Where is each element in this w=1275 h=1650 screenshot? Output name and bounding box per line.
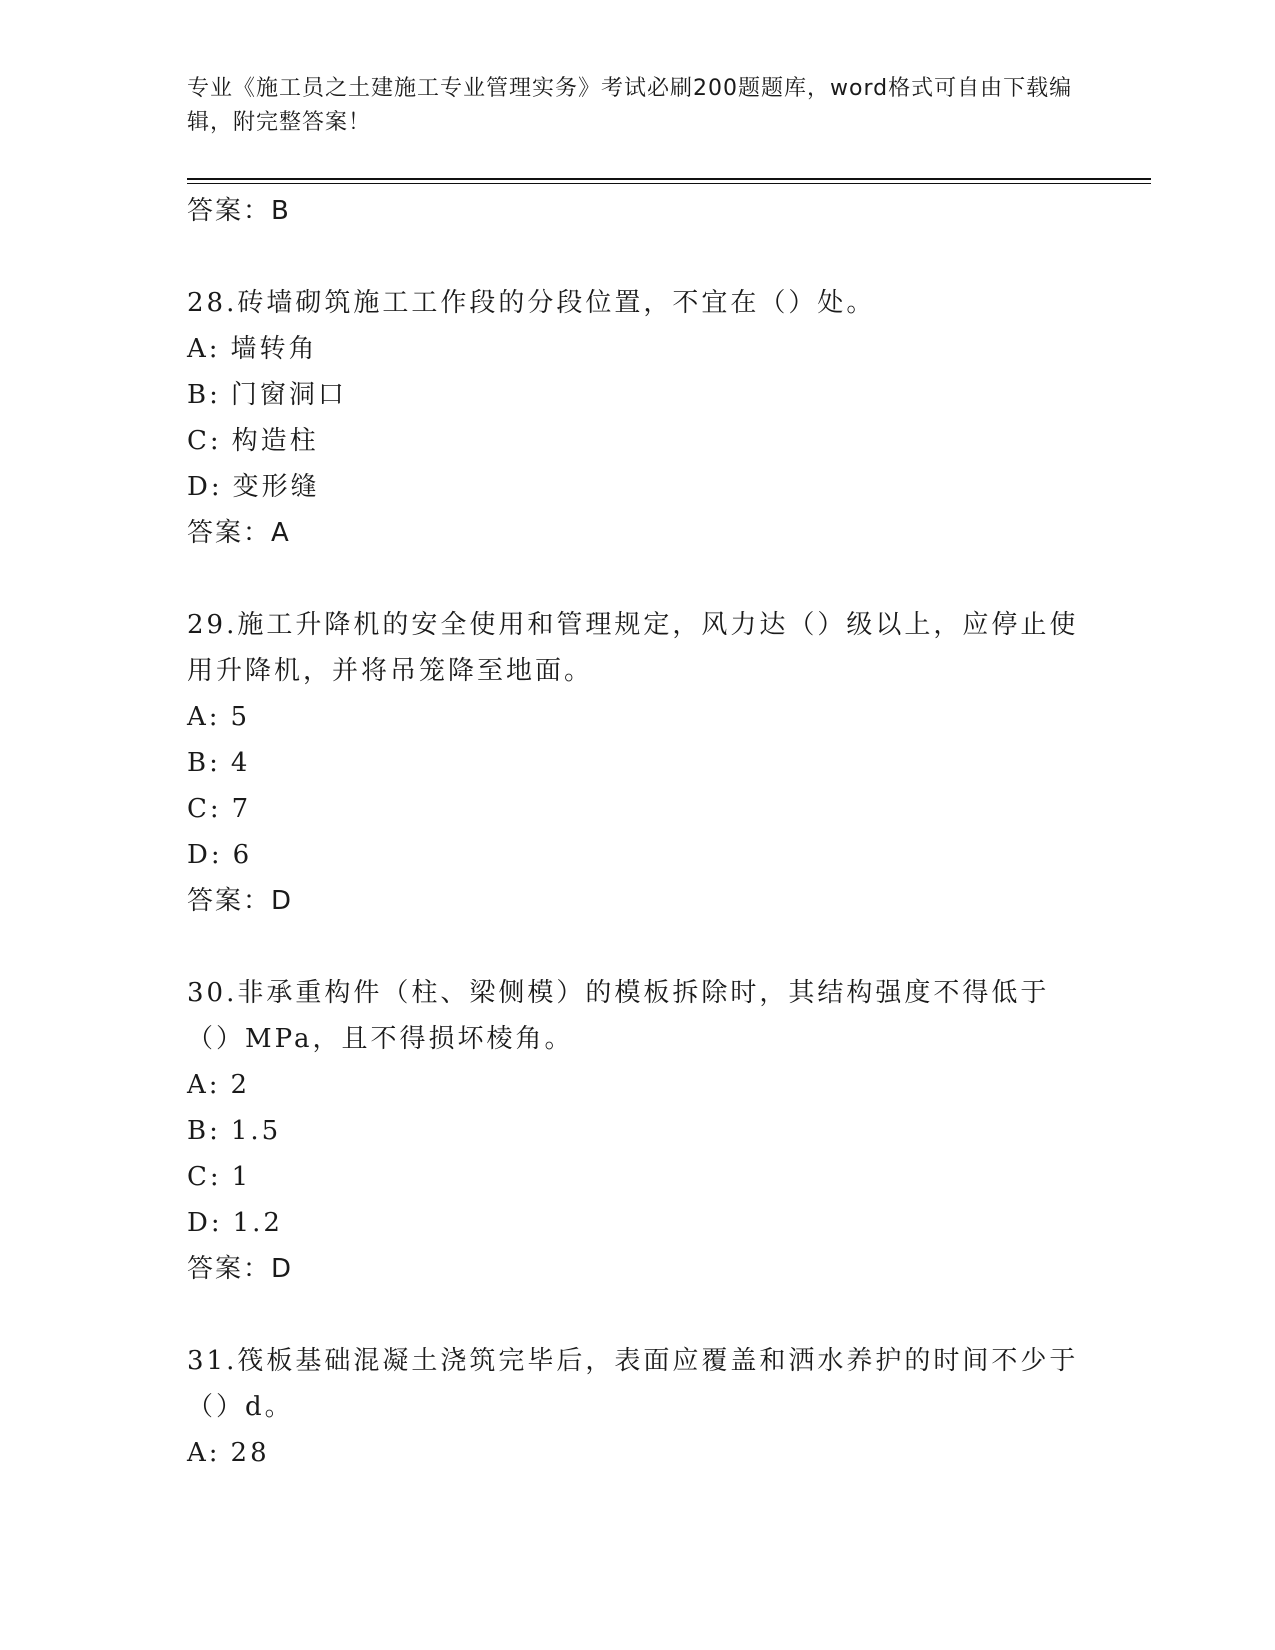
question-stem: 29.施工升降机的安全使用和管理规定，风力达（）级以上，应停止使用升降机，并将吊笼降至地面。 [187,610,1079,686]
option-text: 1 [231,1162,252,1192]
option-key: A: [187,334,221,364]
option-key: A: [187,702,221,732]
header-divider-thin [187,183,1151,184]
option-a [187,1430,1087,1476]
option-key: B: [187,1116,221,1146]
question-block [187,280,1087,556]
question-list [187,188,1087,1476]
question-block [187,970,1087,1292]
option-text: 7 [231,794,252,824]
option-text: 6 [232,840,253,870]
answer-line: 答案：A [187,518,291,548]
answer-line: 答案：D [187,1254,294,1284]
page-header: 专业《施工员之土建施工专业管理实务》考试必刷200题题库，word格式可自由下载编辑，附完整答案！ [187,76,1073,135]
option-text: 5 [230,702,251,732]
option-d [187,464,1087,510]
option-text: 1.2 [232,1208,283,1238]
option-d [187,1200,1087,1246]
question-stem: 28.砖墙砌筑施工工作段的分段位置，不宜在（）处。 [187,288,876,318]
option-a [187,694,1087,740]
option-text: 2 [230,1070,251,1100]
option-text: 28 [230,1438,270,1468]
option-key: B: [187,748,221,778]
option-key: C: [187,1162,222,1192]
option-c [187,786,1087,832]
option-d [187,832,1087,878]
option-key: D: [187,472,223,502]
header-divider-thick [187,178,1151,180]
option-text: 构造柱 [231,426,319,456]
option-text: 门窗洞口 [230,380,347,410]
option-text: 变形缝 [232,472,320,502]
option-b [187,1108,1087,1154]
option-c [187,1154,1087,1200]
option-c [187,418,1087,464]
option-key: D: [187,840,223,870]
option-text: 墙转角 [230,334,318,364]
question-stem: 30.非承重构件（柱、梁侧模）的模板拆除时，其结构强度不得低于（）MPa，且不得损坏棱角。 [187,978,1050,1054]
option-a [187,326,1087,372]
option-b [187,372,1087,418]
option-key: C: [187,794,222,824]
option-a [187,1062,1087,1108]
option-text: 4 [230,748,251,778]
option-key: C: [187,426,222,456]
option-key: B: [187,380,221,410]
option-key: D: [187,1208,223,1238]
question-stem: 31.筏板基础混凝土浇筑完毕后，表面应覆盖和洒水养护的时间不少于（）d。 [187,1346,1079,1422]
question-block [187,602,1087,924]
option-b [187,740,1087,786]
option-key: A: [187,1070,221,1100]
option-text: 1.5 [230,1116,282,1146]
option-key: A: [187,1438,221,1468]
answer-line: 答案：D [187,886,294,916]
answer-line: 答案：B [187,196,291,226]
question-block [187,1338,1087,1476]
